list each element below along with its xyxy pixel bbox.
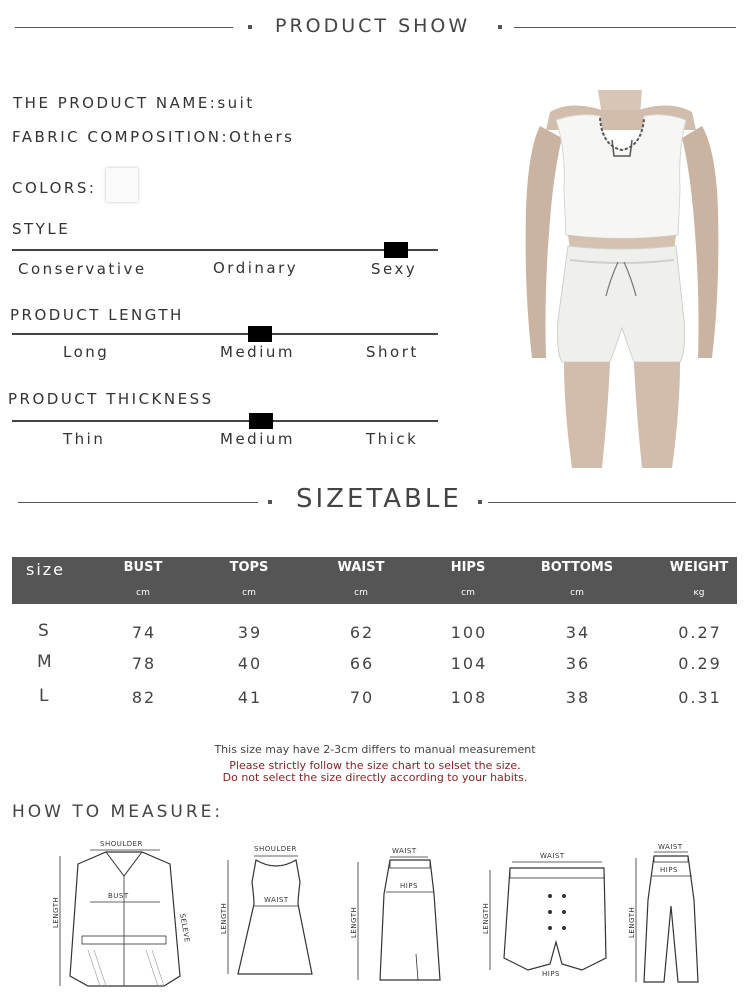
sizetable-rule-right [488, 502, 736, 503]
row-size-l: L [39, 686, 49, 706]
style-option-conservative: Conservative [18, 260, 147, 278]
sizetable-dot-right [478, 500, 482, 504]
cell-m-waist: 66 [349, 654, 375, 673]
sizetable-title: SIZETABLE [296, 484, 462, 514]
shorts-hips-label: HIPS [542, 970, 560, 978]
thickness-marker [249, 413, 273, 429]
thickness-scale-line [12, 420, 438, 422]
how-to-measure-title: HOW TO MEASURE: [12, 802, 224, 822]
header-dot-right [498, 25, 502, 29]
unit-bottoms: cm [570, 588, 584, 598]
dress-shoulder-label: SHOULDER [254, 845, 297, 853]
skirt-diagram [346, 844, 446, 984]
color-swatch-white[interactable] [106, 168, 138, 202]
row-size-m: M [37, 652, 52, 672]
cell-m-tops: 40 [237, 654, 263, 673]
dress-length-label: LENGTH [220, 902, 228, 934]
cell-l-waist: 70 [349, 688, 375, 707]
length-marker [248, 326, 272, 342]
sizetable-dot-left [268, 500, 272, 504]
unit-hips: cm [461, 588, 475, 598]
sizetable-rule-left [18, 502, 258, 503]
cell-s-tops: 39 [237, 623, 263, 642]
col-weight: WEIGHT [669, 560, 729, 575]
warning-note-1: Please strictly follow the size chart to selset the size. [229, 759, 521, 772]
thickness-option-medium: Medium [220, 430, 295, 448]
unit-waist: cm [354, 588, 368, 598]
unit-bust: cm [136, 588, 150, 598]
length-option-medium: Medium [220, 343, 295, 361]
col-bust: BUST [123, 560, 163, 575]
shorts-length-label: LENGTH [482, 902, 490, 934]
length-option-long: Long [63, 343, 110, 361]
shorts-diagram [478, 848, 618, 978]
cell-l-tops: 41 [237, 688, 263, 707]
length-option-short: Short [366, 343, 419, 361]
dress-waist-label: WAIST [264, 896, 289, 904]
col-bottoms: BOTTOMS [540, 560, 614, 575]
cell-s-bust: 74 [131, 623, 157, 642]
thickness-option-thick: Thick [366, 430, 419, 448]
pants-waist-label: WAIST [658, 843, 683, 851]
jacket-length-label: LENGTH [52, 896, 60, 928]
thickness-title: PRODUCT THICKNESS [8, 390, 214, 408]
style-option-ordinary: Ordinary [213, 259, 299, 277]
cell-m-hips: 104 [450, 654, 488, 673]
product-name: THE PRODUCT NAME:suit [13, 94, 255, 112]
style-option-sexy: Sexy [371, 260, 418, 278]
measurement-note: This size may have 2-3cm differs to manual measurement [214, 743, 536, 756]
jacket-diagram [48, 836, 198, 994]
header-rule-left [15, 27, 233, 28]
row-size-s: S [38, 621, 49, 641]
jacket-bust-label: BUST [108, 892, 129, 900]
jacket-shoulder-label: SHOULDER [100, 840, 143, 848]
shorts-waist-label: WAIST [540, 852, 565, 860]
cell-s-weight: 0.27 [678, 623, 722, 642]
warning-note-2: Do not select the size directly according to your habits. [222, 771, 528, 784]
product-photo [510, 90, 735, 468]
cell-s-hips: 100 [450, 623, 488, 642]
header-rule-right [514, 27, 736, 28]
dress-diagram [214, 842, 318, 984]
skirt-hips-label: HIPS [400, 882, 418, 890]
header-dot-left [248, 25, 252, 29]
unit-tops: cm [242, 588, 256, 598]
length-title: PRODUCT LENGTH [10, 306, 184, 324]
cell-l-weight: 0.31 [678, 688, 722, 707]
cell-m-weight: 0.29 [678, 654, 722, 673]
unit-weight: ĸg [693, 588, 705, 598]
thickness-option-thin: Thin [63, 430, 106, 448]
size-table-header [12, 557, 737, 604]
col-hips: HIPS [450, 560, 486, 575]
cell-l-hips: 108 [450, 688, 488, 707]
pants-hips-label: HIPS [660, 866, 678, 874]
size-column-header: size [26, 560, 66, 579]
skirt-length-label: LENGTH [350, 906, 358, 938]
length-scale-line [12, 333, 438, 335]
style-marker [384, 242, 408, 258]
pants-diagram [624, 840, 724, 990]
product-show-title: PRODUCT SHOW [275, 15, 471, 37]
col-waist: WAIST [337, 560, 385, 575]
fabric-composition: FABRIC COMPOSITION:Others [12, 128, 295, 146]
skirt-waist-label: WAIST [392, 847, 417, 855]
cell-m-bust: 78 [131, 654, 157, 673]
cell-s-bottoms: 34 [565, 623, 591, 642]
pants-length-label: LENGTH [628, 906, 636, 938]
style-title: STYLE [12, 220, 71, 238]
col-tops: TOPS [229, 560, 269, 575]
style-scale-line [12, 249, 438, 251]
cell-l-bottoms: 38 [565, 688, 591, 707]
colors-label: COLORS: [12, 179, 97, 197]
cell-l-bust: 82 [131, 688, 157, 707]
cell-s-waist: 62 [349, 623, 375, 642]
jacket-sleeve-label: SELEVE [178, 912, 192, 944]
cell-m-bottoms: 36 [565, 654, 591, 673]
